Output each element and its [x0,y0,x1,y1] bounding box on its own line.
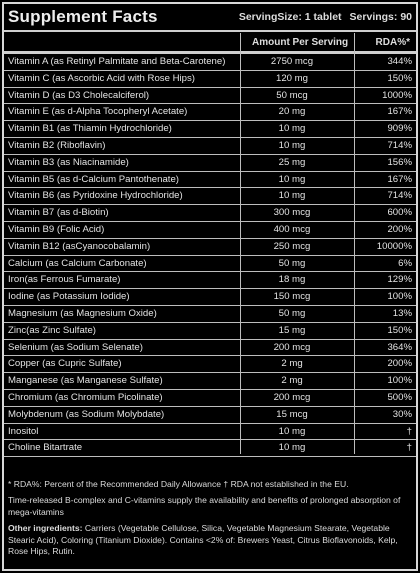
nutrient-rda: 500% [387,391,412,403]
nutrient-rda: 200% [387,223,412,235]
supplement-facts-panel [2,2,418,571]
table-row [4,155,416,172]
nutrient-name: Vitamin B1 (as Thiamin Hydrochloride) [8,123,172,135]
table-row [4,121,416,138]
amount-column-header: Amount Per Serving [252,37,349,48]
panel-title: Supplement Facts [8,7,158,26]
nutrient-amount: 50 mcg [276,89,308,101]
nutrient-rda: † [406,442,412,454]
nutrient-table [4,54,416,457]
table-row [4,188,416,205]
nutrient-name: Inositol [8,425,39,437]
rda-column-header: RDA%* [375,37,410,48]
nutrient-amount: 25 mg [278,156,306,168]
table-row [4,172,416,189]
nutrient-rda: 600% [387,207,412,219]
table-row [4,256,416,273]
nutrient-name: Vitamin B2 (Riboflavin) [8,139,106,151]
nutrient-rda: 714% [387,190,412,202]
other-ingredients [8,523,412,557]
nutrient-amount: 2 mg [281,358,303,370]
table-row [4,239,416,256]
table-row [4,340,416,357]
nutrient-name: Zinc(as Zinc Sulfate) [8,324,96,336]
header [8,7,412,29]
serving-size: ServingSize: 1 tablet [238,11,342,23]
nutrient-rda: 1000% [382,89,412,101]
nutrient-rda: 200% [387,358,412,370]
nutrient-amount: 200 mcg [273,391,311,403]
nutrient-rda: 156% [387,156,412,168]
nutrient-name: Magnesium (as Magnesium Oxide) [8,307,157,319]
nutrient-amount: 15 mg [278,324,306,336]
nutrient-name: Molybdenum (as Sodium Molybdate) [8,408,165,420]
nutrient-amount: 10 mg [278,173,306,185]
table-row [4,407,416,424]
release-footnote: Time-released B-complex and C-vitamins supply the availability and benefits of prolonged absorption of mega-vitamins [8,495,401,517]
nutrient-name: Vitamin B9 (Folic Acid) [8,223,105,235]
other-ingredients-text: Carriers (Vegetable Cellulose, Silica, Vegetable Magnesium Stearate, Vegetable Stearic Acid), Coloring (Titanium Dioxide). Contains <2% of: Brewers Yeast, Citrus Bioflavonoids, Kelp, Rose Hips, Rutin. [8,523,398,557]
nutrient-rda: 10000% [376,240,412,252]
table-row [4,373,416,390]
nutrient-rda: 13% [392,307,412,319]
table-row [4,222,416,239]
nutrient-amount: 150 mcg [273,291,311,303]
nutrient-name: Vitamin D (as D3 Cholecalciferol) [8,89,150,101]
nutrient-rda: 167% [387,106,412,118]
table-row [4,88,416,105]
table-row [4,71,416,88]
table-row [4,138,416,155]
table-row [4,390,416,407]
nutrient-amount: 50 mg [278,257,306,269]
nutrient-amount: 15 mcg [276,408,308,420]
servings-count: Servings: 90 [349,11,412,23]
table-row [4,356,416,373]
nutrient-name: Vitamin B5 (as d-Calcium Pantothenate) [8,173,179,185]
nutrient-rda: 167% [387,173,412,185]
nutrient-rda: 100% [387,375,412,387]
nutrient-name: Vitamin B3 (as Niacinamide) [8,156,129,168]
table-row [4,289,416,306]
nutrient-name: Vitamin B12 (asCyanocobalamin) [8,240,151,252]
nutrient-rda: 714% [387,139,412,151]
nutrient-rda: 364% [387,341,412,353]
nutrient-amount: 400 mcg [273,223,311,235]
serving-info [239,11,412,23]
nutrient-amount: 18 mg [278,274,306,286]
table-row [4,54,416,71]
nutrient-name: Choline Bitartrate [8,442,83,454]
nutrient-amount: 50 mg [278,307,306,319]
table-row [4,272,416,289]
nutrient-name: Copper (as Cupric Sulfate) [8,358,122,370]
nutrient-amount: 10 mg [278,425,306,437]
nutrient-name: Calcium (as Calcium Carbonate) [8,257,147,269]
nutrient-rda: 100% [387,291,412,303]
table-row [4,440,416,457]
footnotes [8,479,412,562]
top-rule [4,30,416,32]
nutrient-amount: 120 mg [276,72,308,84]
table-row [4,424,416,441]
table-row [4,104,416,121]
nutrient-amount: 200 mcg [273,341,311,353]
table-row [4,205,416,222]
nutrient-name: Vitamin B6 (as Pyridoxine Hydrochloride) [8,190,183,202]
nutrient-name: Vitamin C (as Ascorbic Acid with Rose Hips) [8,72,195,84]
nutrient-rda: 344% [387,56,412,67]
nutrient-rda: 6% [398,257,412,269]
nutrient-rda: 909% [387,123,412,135]
nutrient-rda: 150% [387,72,412,84]
nutrient-amount: 20 mg [278,106,306,118]
nutrient-name: Iodine (as Potassium Iodide) [8,291,130,303]
nutrient-rda: 150% [387,324,412,336]
table-row [4,323,416,340]
nutrient-amount: 10 mg [278,190,306,202]
nutrient-rda: † [406,425,412,437]
nutrient-rda: 30% [392,408,412,420]
nutrient-name: Vitamin B7 (as d-Biotin) [8,207,109,219]
nutrient-amount: 2 mg [281,375,303,387]
nutrient-name: Selenium (as Sodium Selenate) [8,341,143,353]
nutrient-amount: 10 mg [278,139,306,151]
nutrient-name: Manganese (as Manganese Sulfate) [8,375,163,387]
nutrient-amount: 2750 mcg [270,56,314,67]
table-row [4,306,416,323]
nutrient-amount: 10 mg [278,123,306,135]
nutrient-rda: 129% [387,274,412,286]
nutrient-name: Iron(as Ferrous Fumarate) [8,274,121,286]
nutrient-name: Vitamin E (as d-Alpha Tocopheryl Acetate) [8,106,188,118]
nutrient-amount: 300 mcg [273,207,311,219]
nutrient-name: Chromium (as Chromium Picolinate) [8,391,163,403]
rda-footnote: * RDA%: Percent of the Recommended Daily Allowance † RDA not established in the EU. [8,479,349,489]
nutrient-amount: 10 mg [278,442,306,454]
nutrient-amount: 250 mcg [273,240,311,252]
nutrient-name: Vitamin A (as Retinyl Palmitate and Beta-Carotene) [8,56,226,67]
other-ingredients-label: Other ingredients: [8,523,83,534]
